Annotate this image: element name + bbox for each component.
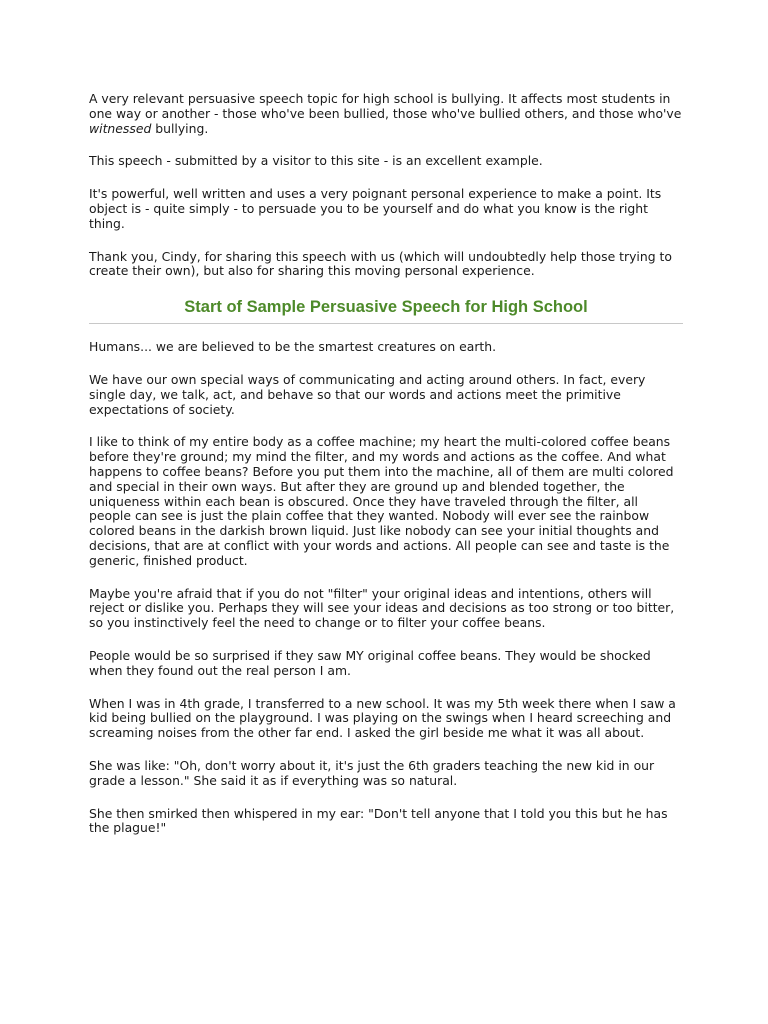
speech-paragraph: When I was in 4th grade, I transferred to a new school. It was my 5th week there when I saw a kid being bullied on the playground. I was playing on the swings when I heard screeching and screaming noises from the other far end. I asked the girl beside me what it was all about. bbox=[89, 695, 676, 741]
speech-paragraph: She was like: "Oh, don't worry about it, it's just the 6th graders teaching the new kid in our grade a lesson." She said it as if everything was so natural. bbox=[89, 757, 655, 788]
section-heading-wrap bbox=[89, 293, 683, 324]
section-heading: Start of Sample Persuasive Speech for High School bbox=[184, 298, 588, 317]
speech-paragraph: We have our own special ways of communicating and acting around others. In fact, every single day, we talk, act, and behave so that our words and actions meet the primitive expectations of society. bbox=[89, 371, 646, 417]
document-page bbox=[89, 92, 683, 854]
intro-text: A very relevant persuasive speech topic for high school is bullying. It affects most students in one way or another - those who've been bullied, those who've bullied others, and those who've bbox=[89, 91, 682, 121]
speech-paragraph: I like to think of my entire body as a coffee machine; my heart the multi-colored coffee beans before they're ground; my mind the filter, and my words and actions as the coffee. And what happens to coffee beans? Before you put them into the machine, all of them are multi colored and special in their own ways. But after they are ground up and blended together, the uniqueness within each bean is obscured. Once they have traveled through the filter, all people can see is just the plain coffee that they wanted. Nobody will ever see the rainbow colored beans in the darkish brown liquid. Just like nobody can see your initial thoughts and decisions, that are at conflict with your words and actions. All people can see and taste is the generic, finished product. bbox=[89, 434, 674, 568]
intro-paragraph-1 bbox=[89, 92, 683, 136]
intro-paragraph-2: This speech - submitted by a visitor to this site - is an excellent example. bbox=[89, 153, 543, 169]
speech-body bbox=[89, 340, 683, 836]
intro-paragraph-4: Thank you, Cindy, for sharing this speech with us (which will undoubtedly help those trying to create their own), but also for sharing this moving personal experience. bbox=[89, 248, 672, 279]
emphasis-text: witnessed bbox=[89, 120, 152, 136]
intro-paragraph-3: It's powerful, well written and uses a very poignant personal experience to make a point. Its object is - quite simply - to persuade you to be yourself and do what you know is the right thing. bbox=[89, 186, 662, 231]
speech-paragraph: Humans... we are believed to be the smartest creatures on earth. bbox=[89, 339, 497, 355]
intro-section bbox=[89, 92, 683, 279]
speech-paragraph: She then smirked then whispered in my ear: "Don't tell anyone that I told you this but he has the plague!" bbox=[89, 805, 668, 836]
intro-text: bullying. bbox=[151, 120, 209, 136]
speech-paragraph: Maybe you're afraid that if you do not "filter" your original ideas and intentions, others will reject or dislike you. Perhaps they will see your ideas and decisions as too strong or too bitter, so you instinctively feel the need to change or to filter your coffee beans. bbox=[89, 585, 675, 631]
speech-paragraph: People would be so surprised if they saw MY original coffee beans. They would be shocked when they found out the real person I am. bbox=[89, 647, 651, 678]
